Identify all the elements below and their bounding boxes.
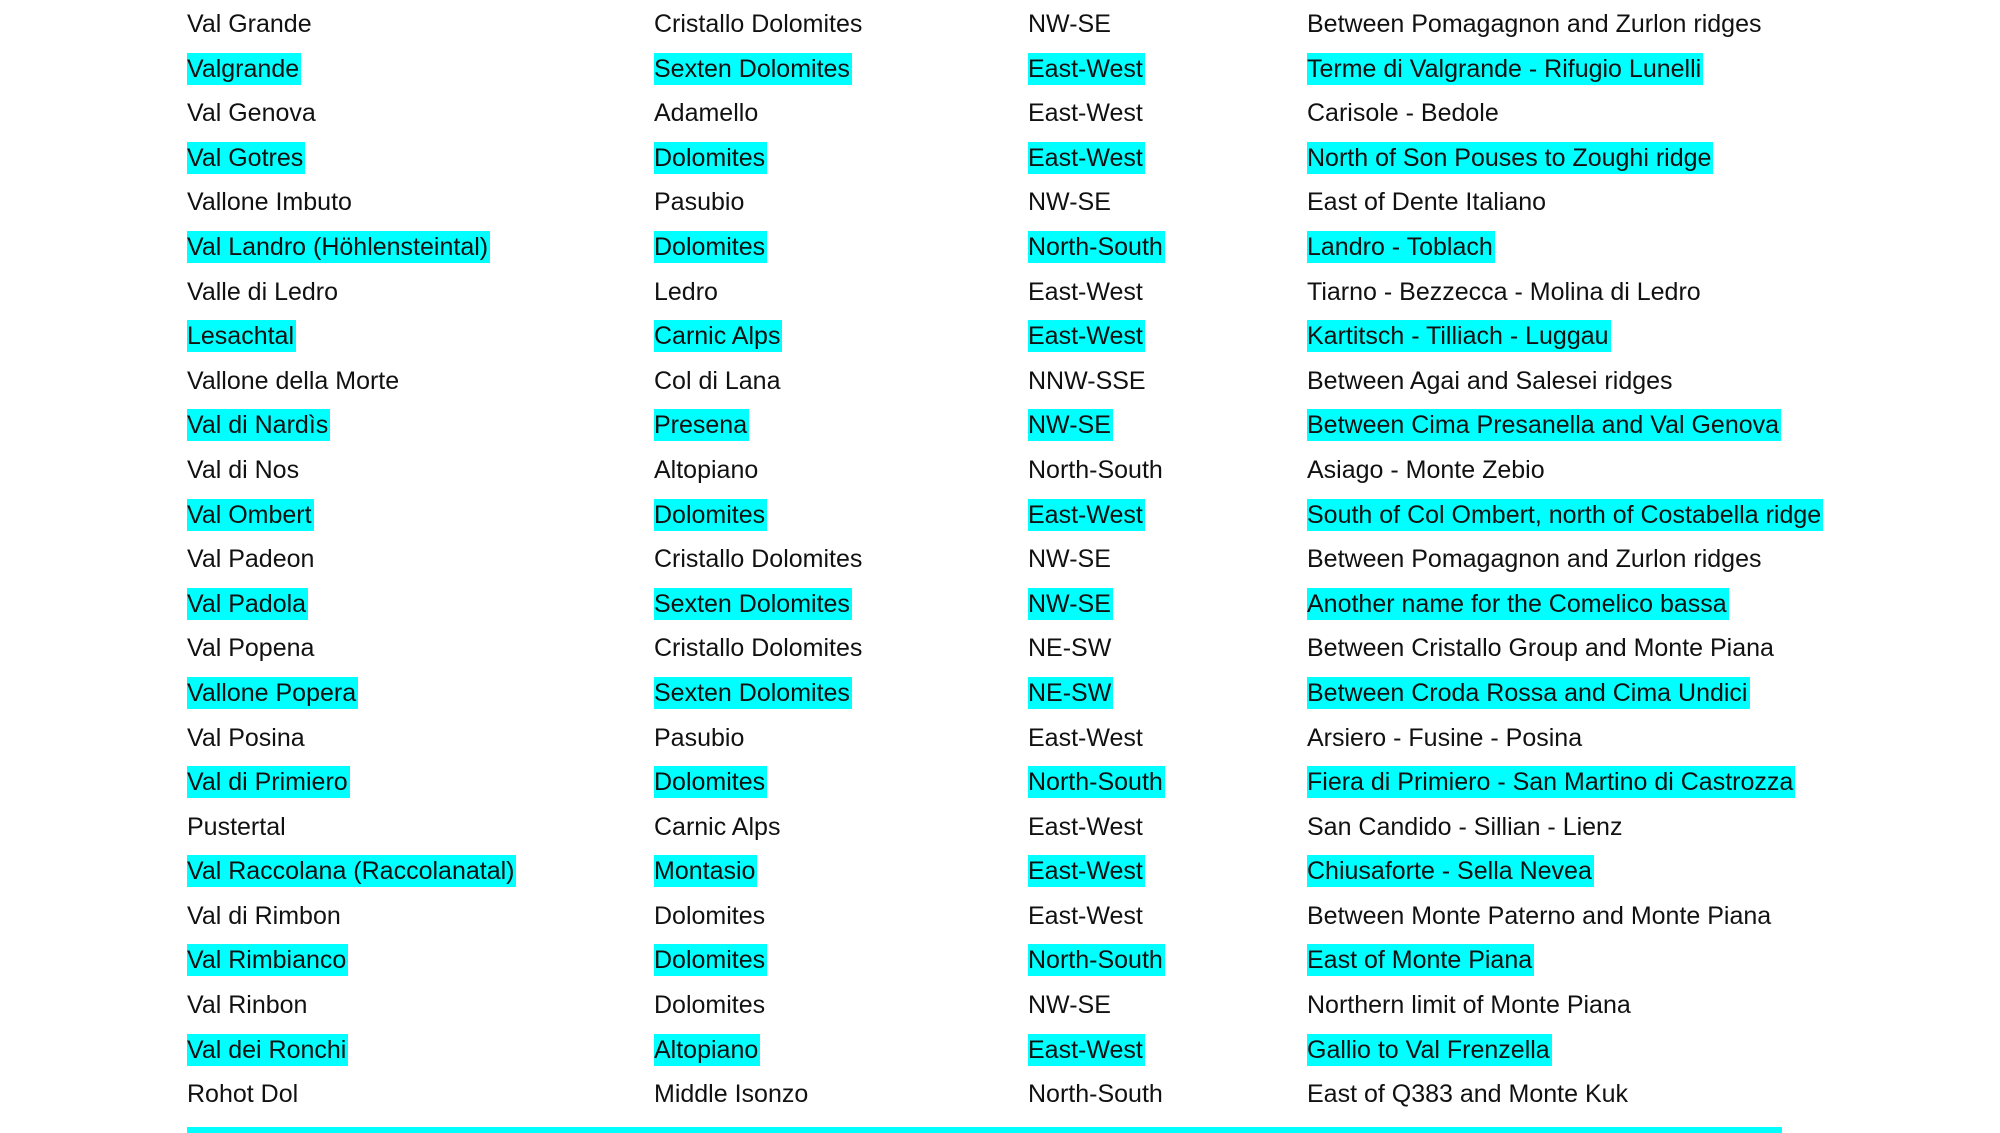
description-cell: North of Son Pouses to Zoughi ridge (1307, 143, 1712, 172)
description-cell: Kartitsch - Tilliach - Luggau (1307, 322, 1609, 351)
table-row (0, 1028, 2000, 1073)
area-cell: Dolomites (654, 991, 766, 1020)
valley-name-cell: Val di Primiero (187, 768, 348, 797)
table-row (0, 448, 2000, 493)
table-row (0, 938, 2000, 983)
valley-name-cell: Val di Nardìs (187, 411, 329, 440)
direction-cell: East-West (1028, 500, 1143, 529)
valley-name-cell: Lesachtal (187, 322, 295, 351)
table-row (0, 626, 2000, 671)
area-cell: Carnic Alps (654, 812, 781, 841)
area-cell: Pasubio (654, 188, 745, 217)
direction-cell: East-West (1028, 322, 1143, 351)
valley-name-cell: Valle di Ledro (187, 277, 339, 306)
area-cell: Col di Lana (654, 366, 781, 395)
direction-cell: East-West (1028, 99, 1143, 128)
description-cell: South of Col Ombert, north of Costabella ridge (1307, 500, 1822, 529)
valley-name-cell: Val Rinbon (187, 991, 308, 1020)
table-row (0, 671, 2000, 716)
direction-cell: North-South (1028, 232, 1163, 261)
area-cell: Pasubio (654, 723, 745, 752)
direction-cell: East-West (1028, 277, 1143, 306)
description-cell: Between Cima Presanella and Val Genova (1307, 411, 1780, 440)
table-row (0, 403, 2000, 448)
table-row (0, 91, 2000, 136)
table-row (0, 47, 2000, 92)
table-row (0, 136, 2000, 181)
description-cell: Asiago - Monte Zebio (1307, 455, 1545, 484)
area-cell: Dolomites (654, 143, 766, 172)
valley-name-cell: Vallone Imbuto (187, 188, 352, 217)
highlight-strip-partial (187, 1127, 1782, 1133)
table-row (0, 983, 2000, 1028)
table-row (0, 805, 2000, 850)
description-cell: Between Agai and Salesei ridges (1307, 366, 1673, 395)
description-cell: East of Q383 and Monte Kuk (1307, 1080, 1629, 1109)
valley-name-cell: Val Genova (187, 99, 316, 128)
valley-name-cell: Val Rimbianco (187, 946, 347, 975)
area-cell: Carnic Alps (654, 322, 781, 351)
direction-cell: East-West (1028, 143, 1143, 172)
area-cell: Middle Isonzo (654, 1080, 809, 1109)
description-cell: San Candido - Sillian - Lienz (1307, 812, 1623, 841)
direction-cell: NE-SW (1028, 678, 1112, 707)
direction-cell: North-South (1028, 455, 1163, 484)
description-cell: East of Dente Italiano (1307, 188, 1547, 217)
valley-name-cell: Val Ombert (187, 500, 312, 529)
area-cell: Dolomites (654, 500, 766, 529)
area-cell: Presena (654, 411, 748, 440)
description-cell: Landro - Toblach (1307, 232, 1493, 261)
description-cell: Between Pomagagnon and Zurlon ridges (1307, 10, 1762, 38)
table-row (0, 582, 2000, 627)
description-cell: Terme di Valgrande - Rifugio Lunelli (1307, 54, 1702, 83)
direction-cell: North-South (1028, 1080, 1163, 1109)
valley-name-cell: Pustertal (187, 812, 286, 841)
table-row (0, 894, 2000, 939)
description-cell: Chiusaforte - Sella Nevea (1307, 857, 1592, 886)
valley-name-cell: Val Padola (187, 589, 307, 618)
direction-cell: East-West (1028, 723, 1143, 752)
direction-cell: NW-SE (1028, 991, 1111, 1020)
description-cell: Tiarno - Bezzecca - Molina di Ledro (1307, 277, 1701, 306)
direction-cell: NW-SE (1028, 188, 1111, 217)
area-cell: Sexten Dolomites (654, 589, 850, 618)
area-cell: Cristallo Dolomites (654, 10, 863, 38)
area-cell: Dolomites (654, 946, 766, 975)
description-cell: Arsiero - Fusine - Posina (1307, 723, 1583, 752)
valley-name-cell: Vallone Popera (187, 678, 357, 707)
valley-name-cell: Val Padeon (187, 545, 315, 574)
area-cell: Altopiano (654, 1035, 759, 1064)
description-cell: Fiera di Primiero - San Martino di Castrozza (1307, 768, 1794, 797)
description-cell: Carisole - Bedole (1307, 99, 1499, 128)
valley-name-cell: Val Gotres (187, 143, 304, 172)
direction-cell: North-South (1028, 946, 1163, 975)
direction-cell: NW-SE (1028, 589, 1111, 618)
direction-cell: East-West (1028, 901, 1143, 930)
valley-name-cell: Rohot Dol (187, 1080, 299, 1109)
valley-name-cell: Vallone della Morte (187, 366, 400, 395)
valley-name-cell: Val di Nos (187, 455, 300, 484)
valley-name-cell: Val di Rimbon (187, 901, 341, 930)
valley-name-cell: Valgrande (187, 54, 300, 83)
direction-cell: East-West (1028, 812, 1143, 841)
area-cell: Dolomites (654, 768, 766, 797)
area-cell: Dolomites (654, 232, 766, 261)
description-cell: Between Monte Paterno and Monte Piana (1307, 901, 1772, 930)
table-row (0, 1072, 2000, 1117)
description-cell: Between Pomagagnon and Zurlon ridges (1307, 545, 1762, 574)
valley-table (0, 2, 2000, 1117)
table-row (0, 849, 2000, 894)
direction-cell: North-South (1028, 768, 1163, 797)
valley-name-cell: Val Grande (187, 10, 312, 38)
valley-name-cell: Val dei Ronchi (187, 1035, 347, 1064)
area-cell: Montasio (654, 857, 756, 886)
valley-name-cell: Val Popena (187, 634, 315, 663)
direction-cell: NNW-SSE (1028, 366, 1146, 395)
direction-cell: NW-SE (1028, 411, 1111, 440)
area-cell: Sexten Dolomites (654, 54, 850, 83)
area-cell: Sexten Dolomites (654, 678, 850, 707)
table-row (0, 493, 2000, 538)
table-row (0, 359, 2000, 404)
area-cell: Altopiano (654, 455, 759, 484)
description-cell: Northern limit of Monte Piana (1307, 991, 1631, 1020)
direction-cell: NW-SE (1028, 10, 1111, 38)
area-cell: Ledro (654, 277, 718, 306)
table-row (0, 180, 2000, 225)
valley-name-cell: Val Posina (187, 723, 305, 752)
direction-cell: East-West (1028, 1035, 1143, 1064)
area-cell: Dolomites (654, 901, 766, 930)
valley-name-cell: Val Raccolana (Raccolanatal) (187, 857, 515, 886)
direction-cell: NE-SW (1028, 634, 1112, 663)
area-cell: Adamello (654, 99, 759, 128)
table-row (0, 270, 2000, 315)
description-cell: Another name for the Comelico bassa (1307, 589, 1727, 618)
table-row (0, 225, 2000, 270)
area-cell: Cristallo Dolomites (654, 545, 863, 574)
description-cell: Gallio to Val Frenzella (1307, 1035, 1550, 1064)
table-row (0, 314, 2000, 359)
direction-cell: East-West (1028, 857, 1143, 886)
table-row (0, 537, 2000, 582)
valley-name-cell: Val Landro (Höhlensteintal) (187, 232, 489, 261)
table-row (0, 760, 2000, 805)
direction-cell: East-West (1028, 54, 1143, 83)
direction-cell: NW-SE (1028, 545, 1111, 574)
table-row (0, 716, 2000, 761)
area-cell: Cristallo Dolomites (654, 634, 863, 663)
table-row (0, 2, 2000, 47)
description-cell: Between Cristallo Group and Monte Piana (1307, 634, 1774, 663)
description-cell: Between Croda Rossa and Cima Undici (1307, 678, 1748, 707)
description-cell: East of Monte Piana (1307, 946, 1533, 975)
